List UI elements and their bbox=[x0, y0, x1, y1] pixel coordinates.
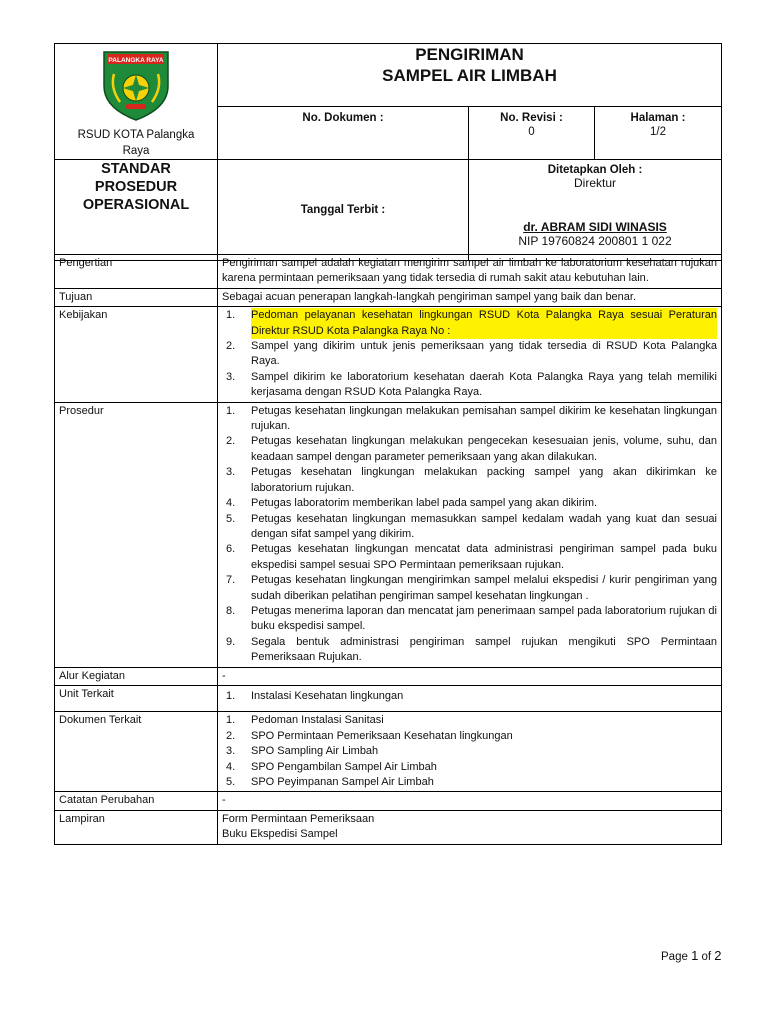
document-title bbox=[218, 44, 722, 107]
tujuan-label: Tujuan bbox=[55, 288, 218, 306]
row-catatan-perubahan bbox=[55, 792, 722, 810]
halaman-cell bbox=[595, 107, 722, 160]
dokumen-terkait-list-cell bbox=[218, 712, 722, 792]
spo-content-table bbox=[54, 254, 722, 845]
page-number bbox=[661, 948, 722, 963]
list-item: 5. Petugas kesehatan lingkungan memasukkan sampel kedalam wadah yang kuat dan sesuai dengan sifat sampel yang dikirim. bbox=[226, 512, 717, 540]
pengertian-label: Pengertian bbox=[55, 255, 218, 289]
pengertian-text: Pengiriman sampel adalah kegiatan mengirim sampel air limbah ke laboratorium kesehatan rujukan karena permintaan pemeriksaan yang tidak tersedia di rumah sakit atau kebutuhan lain. bbox=[218, 255, 722, 289]
list-item: 2. Petugas kesehatan lingkungan melakukan pengecekan kesesuaian jenis, volume, suhu, dan keadaan sampel dengan parameter pemeriksaan yang akan dilakukan. bbox=[226, 435, 717, 463]
lampiran-label: Lampiran bbox=[55, 810, 218, 844]
page-word: Page bbox=[661, 951, 688, 963]
row-tujuan bbox=[55, 288, 722, 306]
kebijakan-list-cell bbox=[218, 307, 722, 402]
ditetapkan-label: Ditetapkan Oleh : bbox=[547, 164, 643, 176]
no-dokumen-cell bbox=[218, 107, 469, 160]
alur-kegiatan-text: - bbox=[218, 667, 722, 685]
prosedur-list bbox=[222, 404, 717, 666]
list-item: 6. Petugas kesehatan lingkungan mencatat data administrasi pengiriman sampel pada buku ekspedisi sampel sesuai SPO Permintaan pemeriksaan rujukan. bbox=[226, 543, 717, 571]
row-prosedur bbox=[55, 402, 722, 667]
catatan-perubahan-label: Catatan Perubahan bbox=[55, 792, 218, 810]
list-item: 7. Petugas kesehatan lingkungan mengirimkan sampel melalui ekspedisi / kurir pengiriman yang sudah diberikan pelatihan pengiriman sampel kesehatan lingkungan . bbox=[226, 574, 717, 602]
document-header-table bbox=[54, 43, 722, 261]
logo-cell bbox=[55, 44, 218, 160]
list-item: 4. SPO Pengambilan Sampel Air Limbah bbox=[226, 760, 437, 773]
list-item: 3. SPO Sampling Air Limbah bbox=[226, 745, 379, 758]
list-item: 3. Sampel dikirim ke laboratorium kesehatan daerah Kota Palangka Raya yang telah memiliki kerjasama dengan RSUD Kota Palangka Raya. bbox=[226, 370, 717, 399]
tanggal-terbit-label: Tanggal Terbit : bbox=[300, 204, 386, 216]
ditetapkan-cell bbox=[469, 160, 722, 261]
ditetapkan-role: Direktur bbox=[573, 176, 616, 190]
row-unit-terkait bbox=[55, 685, 722, 711]
list-item: 3. Petugas kesehatan lingkungan melakukan packing sampel yang akan dikirimkan ke laboratorium rujukan. bbox=[226, 466, 717, 494]
row-pengertian bbox=[55, 255, 722, 289]
halaman-value: 1/2 bbox=[650, 126, 666, 139]
catatan-perubahan-text: - bbox=[218, 792, 722, 810]
row-kebijakan bbox=[55, 307, 722, 402]
no-dokumen-label: No. Dokumen : bbox=[302, 112, 384, 125]
spo-line-2: PROSEDUR bbox=[94, 179, 178, 195]
lampiran-line-1: Form Permintaan Pemeriksaan bbox=[222, 812, 375, 825]
lampiran-line-2: Buku Ekspedisi Sampel bbox=[222, 828, 338, 841]
list-item: 8. Petugas menerima laporan dan mencatat jam penerimaan sampel pada laboratorium rujukan di buku ekspedisi sampel. bbox=[226, 604, 717, 633]
title-line-2: SAMPEL AIR LIMBAH bbox=[382, 66, 557, 85]
tujuan-text: Sebagai acuan penerapan langkah-langkah pengiriman sampel yang baik dan benar. bbox=[218, 288, 722, 306]
row-alur-kegiatan bbox=[55, 667, 722, 685]
page-of: of bbox=[701, 951, 712, 963]
signer-nip: NIP 19760824 200801 1 022 bbox=[518, 234, 672, 248]
list-item: 9. Segala bentuk administrasi pengiriman sampel rujukan mengikuti SPO Permintaan Pemeriksaan Rujukan. bbox=[226, 635, 717, 664]
no-revisi-label: No. Revisi : bbox=[500, 112, 563, 125]
list-item: 2. Sampel yang dikirim untuk jenis pemeriksaan yang tidak tersedia di RSUD Kota Palangka Raya. bbox=[226, 340, 717, 368]
list-item: 1. Pedoman pelayanan kesehatan lingkungan RSUD Kota Palangka Raya sesuai Peraturan Direktur RSUD Kota Palangka Raya No : bbox=[222, 308, 717, 339]
kebijakan-label: Kebijakan bbox=[55, 307, 218, 402]
list-item: 5. SPO Peyimpanan Sampel Air Limbah bbox=[226, 776, 434, 788]
unit-terkait-label: Unit Terkait bbox=[55, 685, 218, 711]
title-line-1: PENGIRIMAN bbox=[415, 45, 524, 64]
spo-line-1: STANDAR bbox=[101, 161, 171, 177]
row-dokumen-terkait bbox=[55, 712, 722, 792]
logo-text: PALANGKA RAYA bbox=[108, 57, 164, 64]
list-item: 1. Petugas kesehatan lingkungan melakukan pemisahan sampel dikirim ke kesehatan lingkungan rujukan. bbox=[226, 404, 717, 433]
kebijakan-list bbox=[222, 308, 717, 400]
dokumen-terkait-list bbox=[222, 713, 717, 790]
page-total: 2 bbox=[714, 948, 722, 963]
org-name: RSUD KOTA Palangka Raya bbox=[77, 129, 195, 157]
dokumen-terkait-label: Dokumen Terkait bbox=[55, 712, 218, 792]
lampiran-cell bbox=[218, 810, 722, 844]
shield-emblem-icon bbox=[100, 46, 172, 122]
list-item: 1. Instalasi Kesehatan lingkungan bbox=[226, 689, 404, 702]
halaman-label: Halaman : bbox=[630, 112, 686, 125]
prosedur-label: Prosedur bbox=[55, 402, 218, 667]
list-item: 4. Petugas laboratorim memberikan label pada sampel yang akan dikirim. bbox=[226, 497, 598, 510]
kebijakan-item-highlighted: Pedoman pelayanan kesehatan lingkungan RSUD Kota Palangka Raya sesuai Peraturan Direktur RSUD Kota Palangka Raya No : bbox=[251, 308, 717, 339]
list-item: 1. Pedoman Instalasi Sanitasi bbox=[226, 714, 384, 727]
tanggal-terbit-cell bbox=[218, 160, 469, 261]
unit-terkait-list bbox=[222, 689, 717, 704]
page-current: 1 bbox=[691, 948, 699, 963]
alur-kegiatan-label: Alur Kegiatan bbox=[55, 667, 218, 685]
unit-terkait-list-cell bbox=[218, 685, 722, 711]
hospital-logo-emblem bbox=[100, 46, 172, 122]
signer-name: dr. ABRAM SIDI WINASIS bbox=[523, 220, 667, 234]
prosedur-list-cell bbox=[218, 402, 722, 667]
spo-line-3: OPERASIONAL bbox=[82, 197, 190, 213]
no-revisi-cell bbox=[469, 107, 595, 160]
row-lampiran bbox=[55, 810, 722, 844]
spo-cell bbox=[55, 160, 218, 261]
list-item: 2. SPO Permintaan Pemeriksaan Kesehatan lingkungan bbox=[226, 729, 513, 742]
no-revisi-value: 0 bbox=[528, 126, 535, 139]
